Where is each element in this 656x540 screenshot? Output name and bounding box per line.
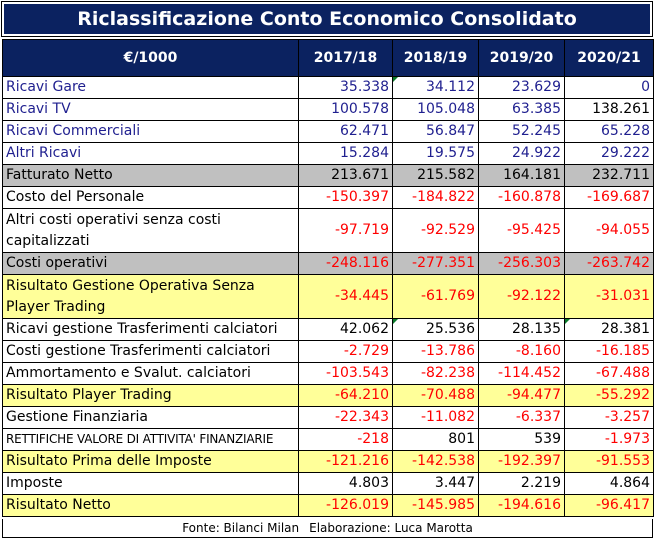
table-row [3,209,654,253]
row-label: Ricavi TV [3,99,299,121]
cell-value: -70.488 [393,385,479,407]
table-row-subtotal [3,253,654,275]
income-statement-table [2,39,654,517]
cell-value: 105.048 [393,99,479,121]
cell-value: -218 [299,429,393,451]
row-label: Costo del Personale [3,187,299,209]
cell-value: 164.181 [479,165,565,187]
cell-value: -61.769 [393,275,479,319]
cell-value: 100.578 [299,99,393,121]
cell-value: -97.719 [299,209,393,253]
year-header: 2017/18 [299,40,393,77]
cell-value: -16.185 [565,341,654,363]
cell-value: 56.847 [393,121,479,143]
table-row-subtotal [3,165,654,187]
cell-value: 29.222 [565,143,654,165]
cell-value: -31.031 [565,275,654,319]
cell-value: -263.742 [565,253,654,275]
cell-value: -256.303 [479,253,565,275]
table-row [3,77,654,99]
cell-value: -3.257 [565,407,654,429]
cell-value: -194.616 [479,495,565,517]
table-row-result [3,275,654,319]
cell-value: -96.417 [565,495,654,517]
cell-value: 23.629 [479,77,565,99]
cell-value: -67.488 [565,363,654,385]
cell-value: -150.397 [299,187,393,209]
cell-value: -126.019 [299,495,393,517]
table-row [3,121,654,143]
table-row [3,363,654,385]
cell-value: -114.452 [479,363,565,385]
cell-value: 42.062 [299,319,393,341]
cell-value: 138.261 [565,99,654,121]
cell-value: 25.536 [393,319,479,341]
year-header: 2019/20 [479,40,565,77]
row-label: Costi operativi [3,253,299,275]
cell-value: -91.553 [565,451,654,473]
row-label: Fatturato Netto [3,165,299,187]
cell-value: -64.210 [299,385,393,407]
cell-value: -92.122 [479,275,565,319]
cell-value: -121.216 [299,451,393,473]
cell-value: 4.803 [299,473,393,495]
cell-value: 52.245 [479,121,565,143]
row-label: Risultato Player Trading [3,385,299,407]
cell-value: -82.238 [393,363,479,385]
cell-value: -13.786 [393,341,479,363]
row-label: Ricavi Gare [3,77,299,99]
cell-value: 34.112 [393,77,479,99]
row-label: RETTIFICHE VALORE DI ATTIVITA' FINANZIARIE [3,429,299,451]
cell-value: 28.135 [479,319,565,341]
table-row [3,341,654,363]
row-label: Ammortamento e Svalut. calciatori [3,363,299,385]
cell-value: -34.445 [299,275,393,319]
cell-value: -55.292 [565,385,654,407]
cell-value: -94.477 [479,385,565,407]
cell-value: 4.864 [565,473,654,495]
cell-value: -160.878 [479,187,565,209]
table-row [3,143,654,165]
cell-value: -1.973 [565,429,654,451]
header-row [3,40,654,77]
unit-header: €/1000 [3,40,299,77]
cell-value: 63.385 [479,99,565,121]
cell-value: -2.729 [299,341,393,363]
cell-value: 28.381 [565,319,654,341]
row-label: Costi gestione Trasferimenti calciatori [3,341,299,363]
cell-value: -169.687 [565,187,654,209]
table-row [3,429,654,451]
cell-value: 0 [565,77,654,99]
row-label: Risultato Gestione Operativa Senza Player Trading [3,275,299,319]
row-label: Imposte [3,473,299,495]
row-label: Altri Ricavi [3,143,299,165]
cell-value: -103.543 [299,363,393,385]
cell-value: 232.711 [565,165,654,187]
cell-value: 2.219 [479,473,565,495]
cell-value: 213.671 [299,165,393,187]
row-label: Gestione Finanziaria [3,407,299,429]
cell-value: 215.582 [393,165,479,187]
table-row [3,319,654,341]
cell-value: -94.055 [565,209,654,253]
cell-value: -8.160 [479,341,565,363]
row-label: Ricavi gestione Trasferimenti calciatori [3,319,299,341]
table-row-result [3,385,654,407]
author-note: Elaborazione: Luca Marotta [309,521,473,535]
cell-value: -248.116 [299,253,393,275]
table-row [3,407,654,429]
cell-value: 3.447 [393,473,479,495]
cell-value: 24.922 [479,143,565,165]
cell-value: -6.337 [479,407,565,429]
cell-value: 19.575 [393,143,479,165]
row-label: Risultato Netto [3,495,299,517]
cell-value: 539 [479,429,565,451]
cell-value: -95.425 [479,209,565,253]
cell-value: -11.082 [393,407,479,429]
cell-value: 65.228 [565,121,654,143]
table-row [3,473,654,495]
cell-value: -192.397 [479,451,565,473]
table-row-result [3,451,654,473]
cell-value: -145.985 [393,495,479,517]
cell-value: -92.529 [393,209,479,253]
cell-value: 35.338 [299,77,393,99]
cell-value: -22.343 [299,407,393,429]
cell-value: -184.822 [393,187,479,209]
row-label: Ricavi Commerciali [3,121,299,143]
cell-value: 15.284 [299,143,393,165]
cell-value: -277.351 [393,253,479,275]
cell-value: -142.538 [393,451,479,473]
year-header: 2020/21 [565,40,654,77]
cell-value: 801 [393,429,479,451]
source-note: Fonte: Bilanci Milan [182,521,300,535]
table-row [3,187,654,209]
source-footer [2,519,653,538]
row-label: Altri costi operativi senza costi capitalizzati [3,209,299,253]
row-label: Risultato Prima delle Imposte [3,451,299,473]
table-title: Riclassificazione Conto Economico Consolidato [2,2,652,36]
cell-value: 62.471 [299,121,393,143]
year-header: 2018/19 [393,40,479,77]
table-row [3,99,654,121]
table-row-result [3,495,654,517]
